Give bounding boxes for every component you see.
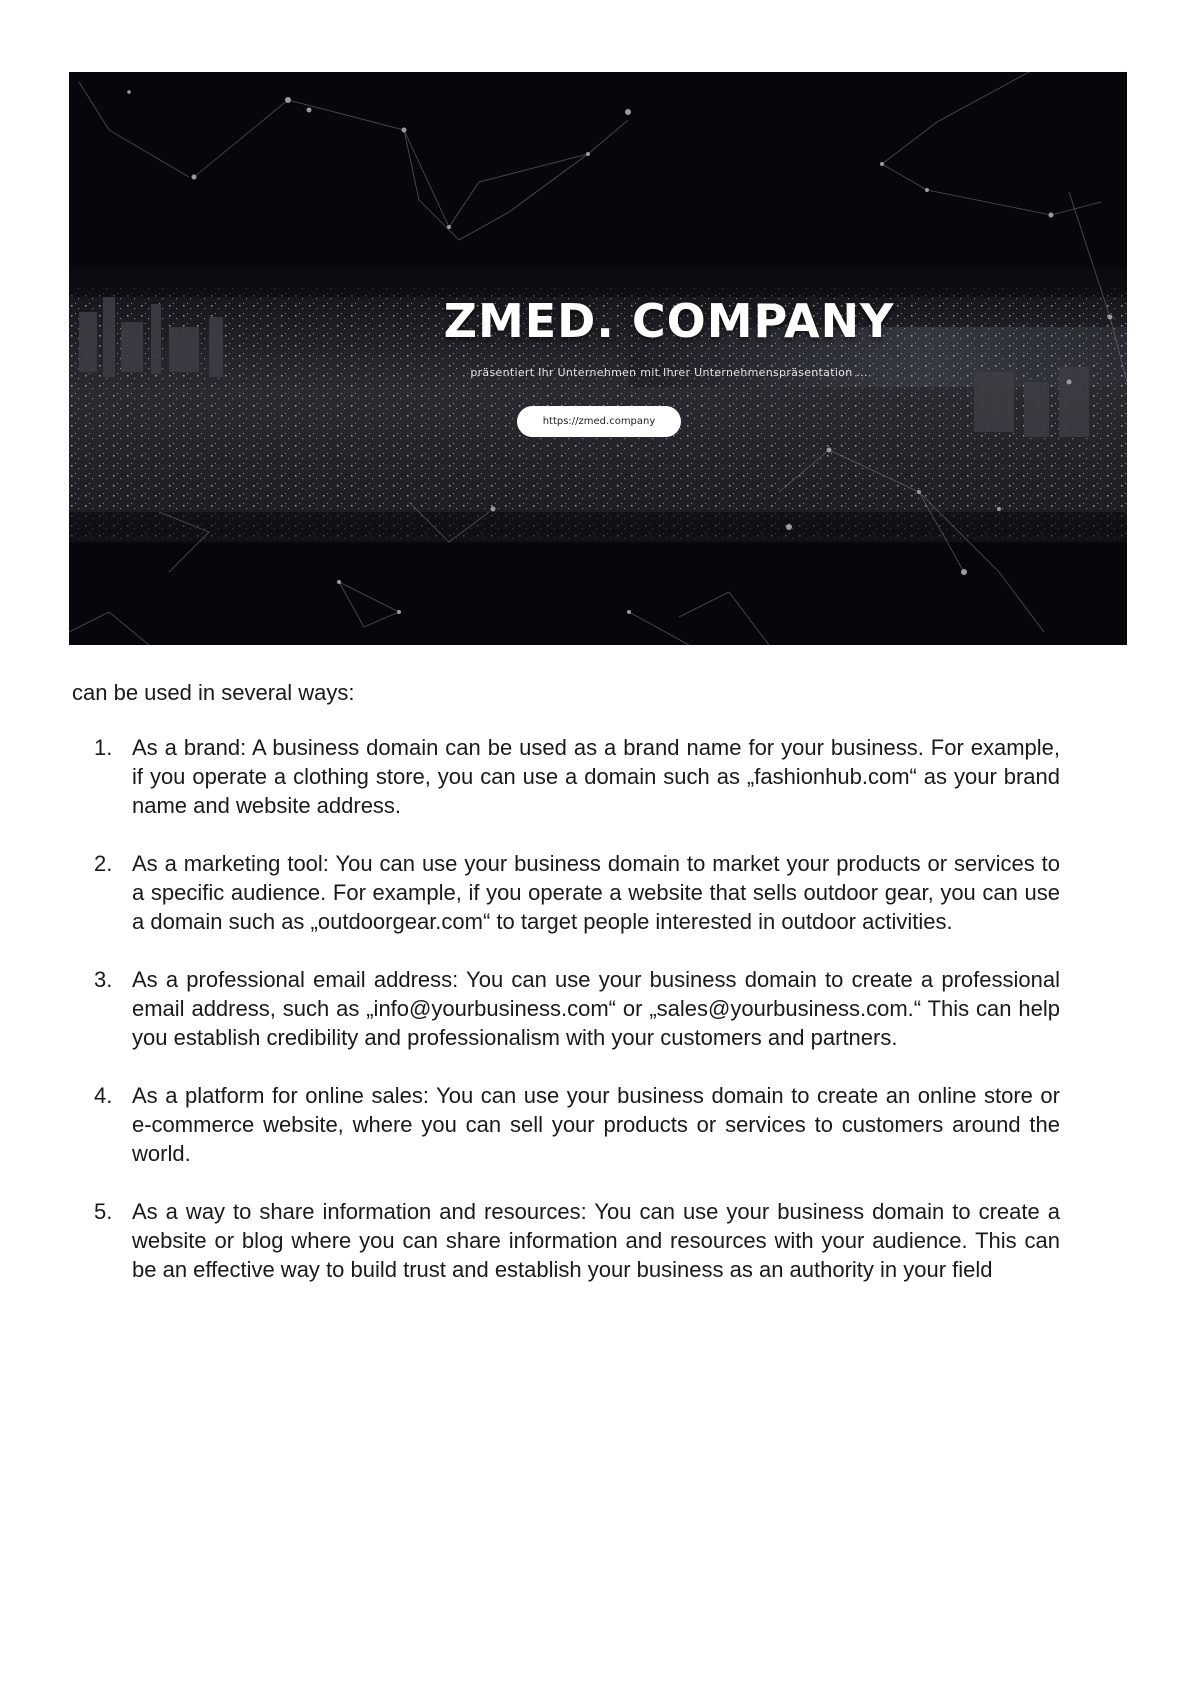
list-item — [92, 1081, 1060, 1168]
list-item-text: As a way to share information and resources: You can use your business domain to create a website or blog where you can share information and resources with your audience. This can be an effective way to build trust and establish your business as an authority in your field — [132, 1199, 1060, 1282]
list-item-text: As a marketing tool: You can use your business domain to market your products or services to a specific audience. For example, if you operate a website that sells outdoor gear, you can use a domain such as „outdoorgear.com“ to target people interested in outdoor activities. — [132, 851, 1060, 934]
list-item-number: 4. — [94, 1083, 113, 1108]
hero-subtitle: präsentiert Ihr Unternehmen mit Ihrer Unternehmenspräsentation ... — [470, 366, 868, 379]
list-item — [92, 1197, 1060, 1284]
hero-banner — [69, 72, 1127, 645]
list-item-number: 2. — [94, 851, 113, 876]
list-item — [92, 849, 1060, 936]
list-item-text: As a brand: A business domain can be used as a brand name for your business. For example, if you operate a clothing store, you can use a domain such as „fashionhub.com“ as your brand name and website address. — [132, 735, 1060, 818]
list-item-number: 5. — [94, 1199, 113, 1224]
city-network-background — [69, 72, 1127, 645]
list-item — [92, 965, 1060, 1052]
hero-title: ZMED. COMPANY — [443, 294, 895, 348]
list-item-text: As a professional email address: You can use your business domain to create a professional email address, such as „info@yourbusiness.com“ or „sales@yourbusiness.com.“ This can help you establish credibility and professionalism with your customers and partners. — [132, 967, 1060, 1050]
intro-text: can be used in several ways: — [72, 680, 355, 705]
website-url-button[interactable]: https://zmed.company — [517, 406, 681, 437]
list-item — [92, 733, 1060, 820]
ways-list — [92, 733, 1060, 1313]
list-item-text: As a platform for online sales: You can use your business domain to create an online store or e-commerce website, where you can sell your products or services to customers around the world. — [132, 1083, 1060, 1166]
list-item-number: 3. — [94, 967, 113, 992]
list-item-number: 1. — [94, 735, 113, 760]
